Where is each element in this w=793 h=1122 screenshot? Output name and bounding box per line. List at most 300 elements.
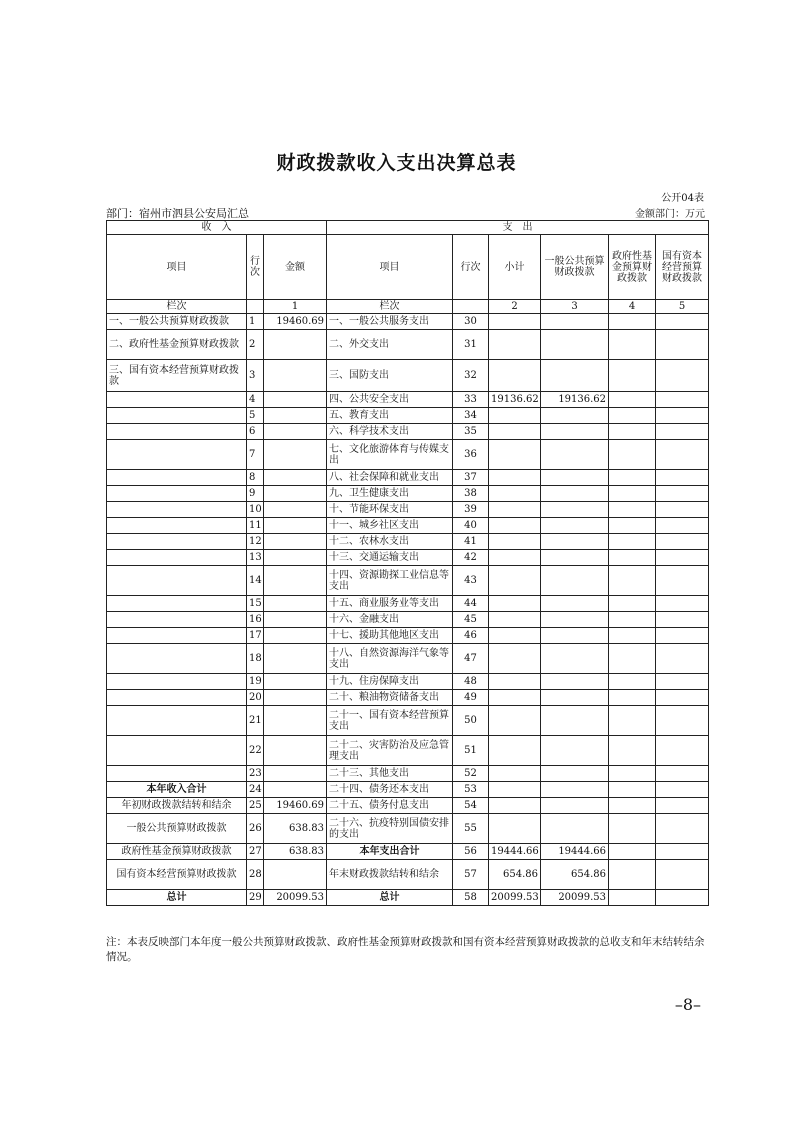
income-row-no: 23 [247, 766, 264, 782]
expense-row-no: 39 [453, 502, 489, 518]
gov-fund-value [609, 470, 656, 486]
col-label: 栏次 [107, 300, 247, 314]
expense-item: 十二、农林水支出 [327, 534, 453, 550]
expense-item: 十八、自然资源海洋气象等支出 [327, 644, 453, 674]
table-row [107, 890, 709, 906]
gov-fund-value [609, 596, 656, 612]
income-item [107, 706, 247, 736]
expense-row-no: 40 [453, 518, 489, 534]
expense-row-no: 36 [453, 440, 489, 470]
state-capital-value [656, 502, 709, 518]
state-capital-value [656, 706, 709, 736]
general-budget-value [541, 502, 609, 518]
table-row [107, 612, 709, 628]
general-budget-value [541, 360, 609, 392]
state-capital-value [656, 782, 709, 798]
general-budget-value [541, 782, 609, 798]
expense-row-no: 32 [453, 360, 489, 392]
income-item [107, 566, 247, 596]
income-item [107, 408, 247, 424]
state-capital-value [656, 392, 709, 408]
gov-fund-value [609, 844, 656, 860]
income-item [107, 766, 247, 782]
income-row-no: 18 [247, 644, 264, 674]
income-item: 年初财政拨款结转和结余 [107, 798, 247, 814]
income-amount [264, 736, 327, 766]
column-index-row [107, 300, 709, 314]
expense-row-no: 38 [453, 486, 489, 502]
general-budget-value [541, 736, 609, 766]
income-amount [264, 486, 327, 502]
income-row-no: 7 [247, 440, 264, 470]
footnote: 注：本表反映部门本年度一般公共预算财政拨款、政府性基金预算财政拨款和国有资本经营预算财政拨款的总收支和年末结转结余情况。 [106, 936, 705, 963]
department-label: 部门：宿州市泗县公安局汇总 [106, 207, 249, 220]
amount-header: 金额 [264, 235, 327, 300]
general-budget-value [541, 612, 609, 628]
income-amount [264, 674, 327, 690]
expense-item: 二十三、其他支出 [327, 766, 453, 782]
income-amount: 19460.69 [264, 314, 327, 330]
subtotal-value: 19444.66 [489, 844, 541, 860]
state-capital-value [656, 408, 709, 424]
income-row-no: 20 [247, 690, 264, 706]
gov-fund-value [609, 814, 656, 844]
income-amount [264, 502, 327, 518]
state-capital-value [656, 330, 709, 360]
gov-fund-value [609, 550, 656, 566]
expense-row-no: 49 [453, 690, 489, 706]
income-item [107, 550, 247, 566]
income-header: 收 入 [107, 221, 327, 235]
gov-fund-header: 政府性基金预算财政拨款 [609, 235, 656, 300]
expense-item: 五、教育支出 [327, 408, 453, 424]
income-row-no: 27 [247, 844, 264, 860]
expense-row-no: 37 [453, 470, 489, 486]
income-item [107, 424, 247, 440]
expense-row-no: 58 [453, 890, 489, 906]
income-row-no: 15 [247, 596, 264, 612]
subtotal-value [489, 314, 541, 330]
expense-row-no: 54 [453, 798, 489, 814]
expense-item: 十六、金融支出 [327, 612, 453, 628]
income-amount: 19460.69 [264, 798, 327, 814]
income-amount [264, 706, 327, 736]
expense-item: 二十六、抗疫特别国债安排的支出 [327, 814, 453, 844]
income-item [107, 690, 247, 706]
state-capital-value [656, 736, 709, 766]
income-amount: 20099.53 [264, 890, 327, 906]
expense-item: 七、文化旅游体育与传媒支出 [327, 440, 453, 470]
general-budget-value [541, 424, 609, 440]
expense-item: 二十一、国有资本经营预算支出 [327, 706, 453, 736]
table-row [107, 550, 709, 566]
expense-item: 十、节能环保支出 [327, 502, 453, 518]
gov-fund-value [609, 628, 656, 644]
income-row-no: 10 [247, 502, 264, 518]
gov-fund-value [609, 644, 656, 674]
subtotal-value [489, 674, 541, 690]
expense-row-no: 50 [453, 706, 489, 736]
form-code: 公开04表 [661, 193, 704, 204]
expense-item: 一、一般公共服务支出 [327, 314, 453, 330]
expense-row-no: 42 [453, 550, 489, 566]
table-row [107, 534, 709, 550]
income-item [107, 470, 247, 486]
expense-row-no: 52 [453, 766, 489, 782]
expense-row-no-header: 行次 [453, 235, 489, 300]
page-number: –8– [674, 995, 701, 1014]
subtotal-value [489, 814, 541, 844]
gov-fund-value [609, 502, 656, 518]
table-row [107, 502, 709, 518]
general-budget-value [541, 798, 609, 814]
state-capital-value [656, 644, 709, 674]
general-budget-value [541, 550, 609, 566]
state-capital-value [656, 690, 709, 706]
expense-item: 二十五、债务付息支出 [327, 798, 453, 814]
income-amount [264, 424, 327, 440]
table-row [107, 440, 709, 470]
general-budget-value [541, 470, 609, 486]
subtotal-value [489, 706, 541, 736]
general-budget-value [541, 706, 609, 736]
table-row [107, 736, 709, 766]
state-capital-value [656, 470, 709, 486]
subtotal-value [489, 550, 541, 566]
state-capital-value [656, 424, 709, 440]
expense-item: 四、公共安全支出 [327, 392, 453, 408]
state-capital-value [656, 612, 709, 628]
income-amount [264, 860, 327, 890]
expense-row-no: 45 [453, 612, 489, 628]
subtotal-value [489, 360, 541, 392]
subtotal-value [489, 766, 541, 782]
subtotal-value: 20099.53 [489, 890, 541, 906]
expense-item: 二十四、债务还本支出 [327, 782, 453, 798]
subtotal-value [489, 408, 541, 424]
table-row [107, 518, 709, 534]
expense-row-no: 41 [453, 534, 489, 550]
expense-item: 八、社会保障和就业支出 [327, 470, 453, 486]
income-amount [264, 612, 327, 628]
gov-fund-value [609, 766, 656, 782]
income-row-no: 2 [247, 330, 264, 360]
table-row [107, 470, 709, 486]
table-row [107, 408, 709, 424]
income-amount [264, 470, 327, 486]
expense-row-no: 46 [453, 628, 489, 644]
state-capital-value [656, 798, 709, 814]
income-item: 三、国有资本经营预算财政拨款 [107, 360, 247, 392]
general-budget-value [541, 440, 609, 470]
subtotal-value [489, 330, 541, 360]
income-row-no: 25 [247, 798, 264, 814]
gov-fund-value [609, 486, 656, 502]
income-row-no: 6 [247, 424, 264, 440]
expense-row-no: 33 [453, 392, 489, 408]
income-item: 二、政府性基金预算财政拨款 [107, 330, 247, 360]
income-row-no: 11 [247, 518, 264, 534]
subtotal-value [489, 502, 541, 518]
expense-row-no: 56 [453, 844, 489, 860]
subtotal-header: 小计 [489, 235, 541, 300]
expense-row-no: 34 [453, 408, 489, 424]
income-item [107, 596, 247, 612]
income-item: 国有资本经营预算财政拨款 [107, 860, 247, 890]
table-row [107, 628, 709, 644]
state-capital-value [656, 440, 709, 470]
state-capital-value [656, 566, 709, 596]
gov-fund-value [609, 518, 656, 534]
gov-fund-value [609, 890, 656, 906]
expense-row-no: 55 [453, 814, 489, 844]
expense-row-no: 51 [453, 736, 489, 766]
income-amount [264, 644, 327, 674]
gov-fund-value [609, 314, 656, 330]
expense-item: 二、外交支出 [327, 330, 453, 360]
table-row [107, 644, 709, 674]
state-capital-value [656, 534, 709, 550]
expense-item: 六、科学技术支出 [327, 424, 453, 440]
budget-table [106, 220, 709, 906]
income-amount [264, 408, 327, 424]
income-row-no: 22 [247, 736, 264, 766]
general-budget-value [541, 690, 609, 706]
general-budget-value [541, 314, 609, 330]
state-capital-value [656, 860, 709, 890]
gov-fund-value [609, 534, 656, 550]
general-budget-header: 一般公共预算财政拨款 [541, 235, 609, 300]
general-budget-value [541, 674, 609, 690]
income-row-no-header: 行次 [247, 235, 264, 300]
income-row-no: 8 [247, 470, 264, 486]
expense-header: 支 出 [327, 221, 709, 235]
gov-fund-value [609, 408, 656, 424]
income-item: 本年收入合计 [107, 782, 247, 798]
table-row [107, 766, 709, 782]
gov-fund-value [609, 736, 656, 766]
income-item: 政府性基金预算财政拨款 [107, 844, 247, 860]
income-amount [264, 550, 327, 566]
income-item [107, 612, 247, 628]
header-row-columns [107, 235, 709, 300]
expense-item: 十五、商业服务业等支出 [327, 596, 453, 612]
expense-row-no: 30 [453, 314, 489, 330]
general-budget-value: 20099.53 [541, 890, 609, 906]
gov-fund-value [609, 360, 656, 392]
income-row-no: 16 [247, 612, 264, 628]
subtotal-value [489, 612, 541, 628]
table-row [107, 782, 709, 798]
subtotal-value [489, 518, 541, 534]
state-capital-value [656, 550, 709, 566]
subtotal-value [489, 782, 541, 798]
table-row [107, 486, 709, 502]
income-amount [264, 766, 327, 782]
income-row-no: 17 [247, 628, 264, 644]
income-amount: 638.83 [264, 814, 327, 844]
state-capital-value [656, 814, 709, 844]
income-item [107, 518, 247, 534]
subtotal-value [489, 566, 541, 596]
income-row-no: 14 [247, 566, 264, 596]
income-item [107, 440, 247, 470]
subtotal-value [489, 628, 541, 644]
table-row [107, 674, 709, 690]
subtotal-value: 654.86 [489, 860, 541, 890]
general-budget-value [541, 534, 609, 550]
state-capital-value [656, 314, 709, 330]
general-budget-value [541, 766, 609, 782]
table-row [107, 392, 709, 408]
header-row-section [107, 221, 709, 235]
table-row [107, 690, 709, 706]
income-amount [264, 782, 327, 798]
general-budget-value [541, 330, 609, 360]
income-row-no: 28 [247, 860, 264, 890]
expense-row-no: 53 [453, 782, 489, 798]
subtotal-value [489, 440, 541, 470]
subtotal-value [489, 690, 541, 706]
income-amount [264, 440, 327, 470]
income-row-no: 4 [247, 392, 264, 408]
income-amount [264, 596, 327, 612]
general-budget-value [541, 628, 609, 644]
gov-fund-value [609, 798, 656, 814]
expense-row-no: 47 [453, 644, 489, 674]
gov-fund-value [609, 690, 656, 706]
income-row-no: 3 [247, 360, 264, 392]
gov-fund-value [609, 674, 656, 690]
state-capital-value [656, 596, 709, 612]
income-row-no: 5 [247, 408, 264, 424]
table-body [107, 314, 709, 906]
income-item [107, 674, 247, 690]
income-row-no: 26 [247, 814, 264, 844]
income-amount: 638.83 [264, 844, 327, 860]
income-amount [264, 330, 327, 360]
subtotal-value [489, 596, 541, 612]
gov-fund-value [609, 612, 656, 628]
state-capital-value [656, 628, 709, 644]
income-item [107, 392, 247, 408]
col-4: 4 [609, 300, 656, 314]
income-amount [264, 566, 327, 596]
income-item [107, 736, 247, 766]
income-item: 总计 [107, 890, 247, 906]
expense-row-no: 43 [453, 566, 489, 596]
state-capital-value [656, 844, 709, 860]
table-row [107, 314, 709, 330]
expense-item: 十九、住房保障支出 [327, 674, 453, 690]
income-row-no: 9 [247, 486, 264, 502]
gov-fund-value [609, 782, 656, 798]
income-row-no: 19 [247, 674, 264, 690]
table-row [107, 798, 709, 814]
income-row-no: 24 [247, 782, 264, 798]
general-budget-value: 19444.66 [541, 844, 609, 860]
expense-item: 十三、交通运输支出 [327, 550, 453, 566]
general-budget-value [541, 566, 609, 596]
expense-item: 本年支出合计 [327, 844, 453, 860]
subtotal-value [489, 424, 541, 440]
state-capital-value [656, 518, 709, 534]
expense-row-no: 57 [453, 860, 489, 890]
expense-item: 二十二、灾害防治及应急管理支出 [327, 736, 453, 766]
income-row-no: 13 [247, 550, 264, 566]
subtotal-value [489, 486, 541, 502]
general-budget-value: 654.86 [541, 860, 609, 890]
table-row [107, 814, 709, 844]
col-empty [453, 300, 489, 314]
expense-item-header: 项目 [327, 235, 453, 300]
col-label-2: 栏次 [327, 300, 453, 314]
expense-row-no: 35 [453, 424, 489, 440]
subtotal-value [489, 470, 541, 486]
income-amount [264, 628, 327, 644]
income-item [107, 644, 247, 674]
table-row [107, 424, 709, 440]
income-item [107, 502, 247, 518]
state-capital-header: 国有资本经营预算财政拨款 [656, 235, 709, 300]
expense-item: 十一、城乡社区支出 [327, 518, 453, 534]
col-1: 1 [264, 300, 327, 314]
subtotal-value [489, 798, 541, 814]
col-empty [247, 300, 264, 314]
general-budget-value [541, 814, 609, 844]
income-item-header: 项目 [107, 235, 247, 300]
general-budget-value [541, 518, 609, 534]
income-amount [264, 392, 327, 408]
gov-fund-value [609, 566, 656, 596]
subtotal-value [489, 736, 541, 766]
income-row-no: 29 [247, 890, 264, 906]
state-capital-value [656, 486, 709, 502]
expense-item: 三、国防支出 [327, 360, 453, 392]
income-item [107, 628, 247, 644]
expense-row-no: 48 [453, 674, 489, 690]
expense-item: 总计 [327, 890, 453, 906]
income-amount [264, 518, 327, 534]
table-row [107, 706, 709, 736]
income-item: 一般公共预算财政拨款 [107, 814, 247, 844]
general-budget-value [541, 408, 609, 424]
table-row [107, 330, 709, 360]
col-3: 3 [541, 300, 609, 314]
table-row [107, 860, 709, 890]
state-capital-value [656, 674, 709, 690]
income-row-no: 1 [247, 314, 264, 330]
expense-row-no: 31 [453, 330, 489, 360]
table-row [107, 360, 709, 392]
table-row [107, 596, 709, 612]
income-amount [264, 690, 327, 706]
general-budget-value [541, 486, 609, 502]
gov-fund-value [609, 440, 656, 470]
expense-row-no: 44 [453, 596, 489, 612]
expense-item: 年末财政拨款结转和结余 [327, 860, 453, 890]
income-item [107, 486, 247, 502]
general-budget-value [541, 596, 609, 612]
income-item [107, 534, 247, 550]
table-row [107, 844, 709, 860]
state-capital-value [656, 890, 709, 906]
general-budget-value [541, 644, 609, 674]
general-budget-value: 19136.62 [541, 392, 609, 408]
gov-fund-value [609, 860, 656, 890]
income-amount [264, 360, 327, 392]
income-item: 一、一般公共预算财政拨款 [107, 314, 247, 330]
